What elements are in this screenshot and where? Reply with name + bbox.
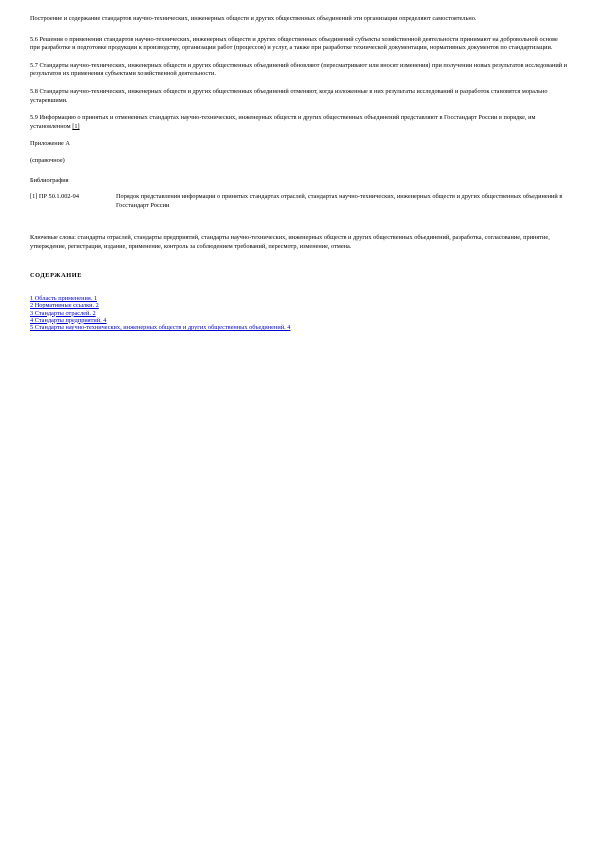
toc-item [30, 317, 568, 324]
appendix-title: Приложение А [30, 140, 70, 148]
appendix-type: (справочное) [30, 156, 65, 164]
paragraph-5-9 [30, 114, 568, 131]
paragraph-5-7: 5.7 Стандарты научно-технических, инженерных обществ и других общественных объединений обновляют (пересматривают или вносят изменения) при получении новых результатов исследований и результатов их применения субъектами хозяйственной деятельности. [30, 61, 567, 78]
bibliography-text: Порядок представления информации о принятых стандартах отраслей, стандартах научно-технических, инженерных обществ и других общественных объединений в Госстандарт России [116, 193, 563, 209]
bibliography-ref: [1] ПР 50.1.002-94 [30, 193, 79, 201]
paragraph-5-8: 5.8 Стандарты научно-технических, инженерных обществ и других общественных объединений отменяют, когда изложенные в них результаты исследований и разработок становятся морально устаревшими. [30, 87, 548, 104]
toc-link-4[interactable]: 4 Стандарты предприятий. 4 [30, 316, 107, 324]
keywords-paragraph: Ключевые слова: стандарты отраслей, стандарты предприятий, стандарты научно-технических, инженерных обществ и других общественных объединений, разработка, согласование, принятие, утверждение, регистрация, издание, применение, контроль за соблюдением требований, пересмотр, изменение, отмена. [30, 234, 550, 250]
document-page [30, 15, 568, 331]
bibliography-entry [30, 193, 568, 210]
paragraph-5-9-text: 5.9 Информацию о принятых и отмененных стандартах научно-технических, инженерных обществ и других общественных объединений представляют в Госстандарт России в порядке, им установленном [30, 114, 536, 130]
toc-link-1[interactable]: 1 Область применения. 1 [30, 295, 98, 303]
toc-link-5[interactable]: 5 Стандарты научно-технических, инженерных обществ и других общественных объединений. 4 [30, 323, 291, 331]
toc-heading: СОДЕРЖАНИЕ [30, 271, 83, 279]
toc-item [30, 324, 568, 331]
paragraph-5-6: 5.6 Решения о применении стандартов научно-технических, инженерных обществ и других общественных объединений субъекты хозяйственной деятельности принимают на добровольной основе при разработке и подготовке продукции к производству, организации работ (процессов) и услуг, а также при разработке технической документации, нормативных документов по стандартизации. [30, 35, 558, 52]
bibliography-reference-link[interactable]: [1] [72, 122, 80, 130]
toc-link-3[interactable]: 3 Стандарты отраслей. 2 [30, 309, 96, 317]
toc-list [30, 295, 568, 331]
toc-link-2[interactable]: 2 Нормативные ссылки. 2 [30, 302, 99, 310]
toc-item [30, 302, 568, 309]
toc-item [30, 295, 568, 302]
paragraph-intro: Построение и содержание стандартов научно-технических, инженерных обществ и других общественных объединений эти организации определяют самостоятельно. [30, 15, 477, 22]
bibliography-heading: Библиография [30, 176, 69, 184]
toc-item [30, 310, 568, 317]
